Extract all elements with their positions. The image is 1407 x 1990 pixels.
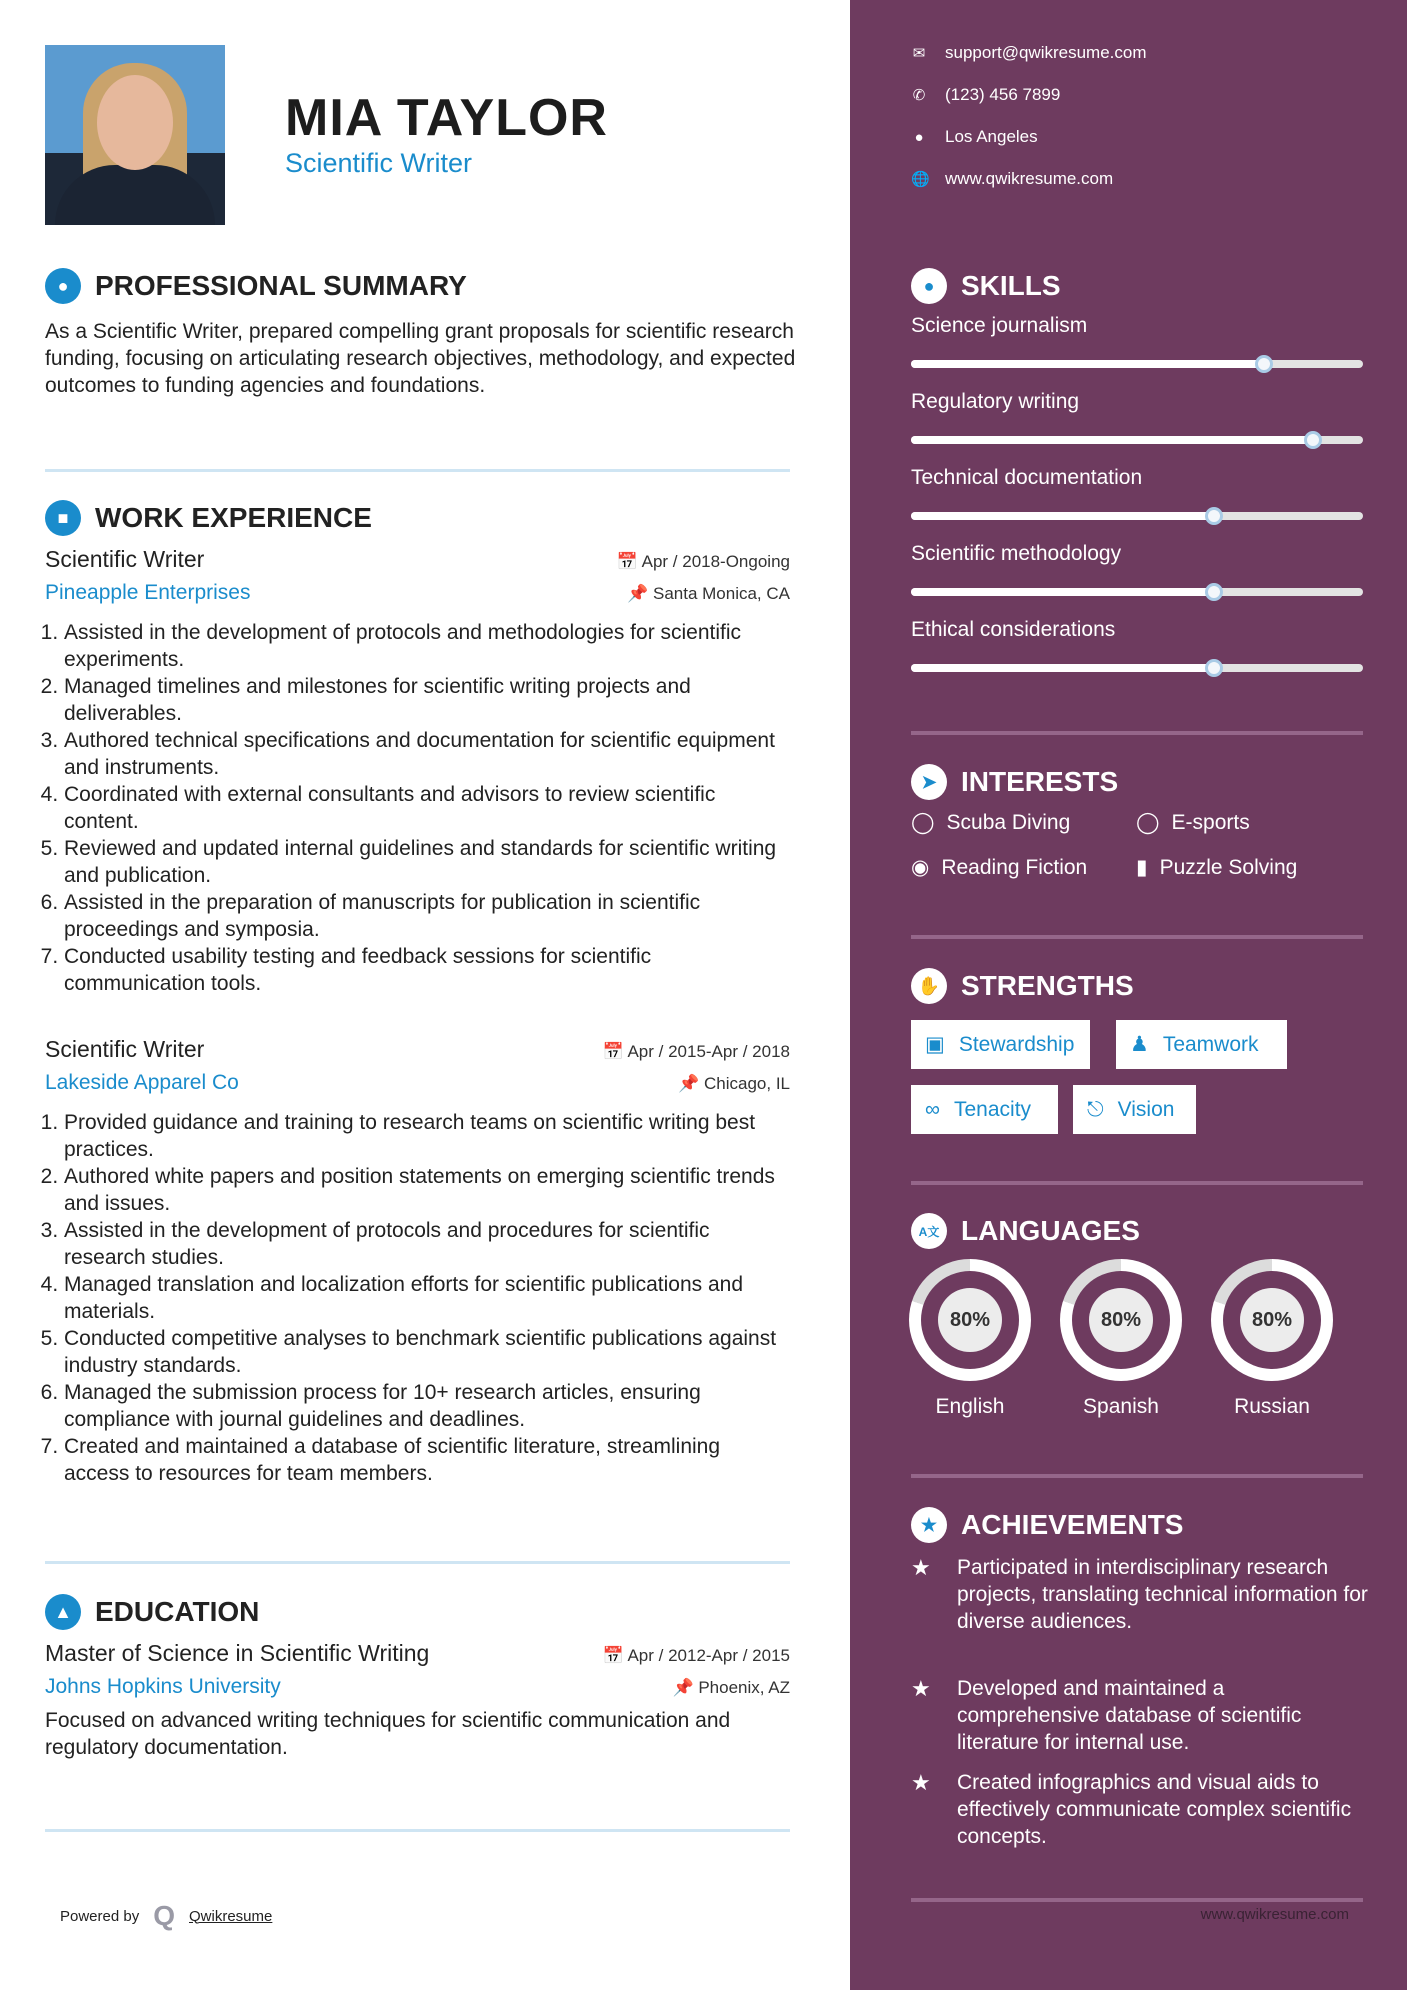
bullet-item: 2. Authored white papers and position statements on emerging scientific trends and issues. [64, 1163, 790, 1217]
section-heading: STRENGTHS [961, 970, 1134, 1001]
language-percent: 80% [938, 1288, 1002, 1352]
strength-label: Tenacity [953, 1097, 1032, 1121]
skill-item [911, 390, 1363, 444]
skill-label: Regulatory writing [911, 390, 1080, 413]
skill-fill [911, 664, 1214, 672]
lightbulb-icon: ● [911, 268, 947, 304]
envelope-icon: ✉ [912, 45, 926, 62]
bullet-item: 4. Coordinated with external consultants and advisors to review scientific content. [64, 781, 790, 835]
summary-text: As a Scientific Writer, prepared compelling grant proposals for scientific research funding, focusing on articulating research objectives, methodology, and expected outcomes to funding agencies and foundations. [45, 320, 796, 397]
language-name: Spanish [1083, 1395, 1159, 1418]
pin-icon: 📌 [678, 1074, 704, 1093]
star-icon: ★ [911, 1770, 931, 1795]
paper-plane-icon: ➤ [911, 764, 947, 800]
skill-fill [911, 436, 1313, 444]
bullet-item: 7. Conducted usability testing and feedback sessions for scientific communication tools. [64, 943, 790, 997]
company-name: Pineapple Enterprises [45, 581, 251, 604]
translate-icon: A文 [911, 1213, 947, 1249]
achievement-item [911, 1769, 1371, 1850]
strength-chip [911, 1020, 1090, 1069]
summary-section [45, 268, 805, 399]
bullet-item: 3. Assisted in the development of protocols and procedures for scientific research studies. [64, 1217, 790, 1271]
degree: Master of Science in Scientific Writing [45, 1640, 430, 1666]
skill-bar [911, 588, 1363, 596]
skill-fill [911, 512, 1214, 520]
divider [45, 1829, 790, 1832]
language-item [1060, 1259, 1182, 1419]
language-ring [909, 1259, 1031, 1381]
candidate-name: MIA TAYLOR [285, 89, 608, 147]
skill-fill [911, 360, 1264, 368]
divider [45, 469, 790, 472]
strength-chip [1073, 1085, 1196, 1134]
map-pin-icon: ● [914, 128, 924, 146]
bullet-item: 3. Authored technical specifications and documentation for scientific equipment and instruments. [64, 727, 790, 781]
section-heading: INTERESTS [961, 766, 1119, 797]
job-bullets [45, 1109, 790, 1487]
chair-icon: ■ [45, 500, 81, 536]
binoculars-icon: ⎋ [1087, 1097, 1104, 1121]
fist-icon: ✋ [911, 968, 947, 1004]
achievement-text: Created infographics and visual aids to effectively communicate complex scientific concepts. [957, 1771, 1352, 1848]
language-ring [1060, 1259, 1182, 1381]
section-heading: WORK EXPERIENCE [95, 502, 372, 533]
strength-label: Vision [1117, 1097, 1175, 1121]
bullet-item: 4. Managed translation and localization efforts for scientific publications and materials. [64, 1271, 790, 1325]
link-icon: ∞ [925, 1097, 940, 1121]
interest-label: Reading Fiction [941, 855, 1088, 879]
contact-phone [911, 85, 1060, 105]
calendar-icon: 📅 [616, 552, 642, 571]
gamepad-icon: ◉ [911, 856, 930, 879]
skill-bar [911, 436, 1363, 444]
skill-item [911, 542, 1363, 596]
qwikresume-logo-icon: Q [153, 1900, 175, 1931]
job-entry [45, 546, 790, 997]
achievement-text: Participated in interdisciplinary research projects, translating technical information for diverse audiences. [957, 1556, 1368, 1633]
interest-label: Puzzle Solving [1159, 855, 1298, 879]
achievement-item [911, 1675, 1371, 1756]
strength-chip [1116, 1020, 1287, 1069]
skill-label: Science journalism [911, 314, 1088, 337]
qwikresume-link[interactable]: Qwikresume [189, 1907, 273, 1925]
bullet-item: 5. Reviewed and updated internal guidelines and standards for scientific writing and publication. [64, 835, 790, 889]
contact-email [911, 43, 1147, 63]
job-title: Scientific Writer [45, 1036, 205, 1062]
job-title: Scientific Writer [45, 546, 205, 572]
star-badge-icon: ★ [911, 1507, 947, 1543]
website-link[interactable]: www.qwikresume.com [945, 169, 1114, 188]
skill-bar [911, 664, 1363, 672]
strength-label: Teamwork [1162, 1032, 1259, 1056]
job-bullets [45, 619, 790, 997]
interest-item [911, 855, 1087, 880]
calendar-icon: 📅 [602, 1646, 628, 1665]
calendar-icon: 📅 [602, 1042, 628, 1061]
divider [911, 731, 1363, 735]
pin-icon: 📌 [672, 1678, 699, 1697]
user-icon: ● [45, 268, 81, 304]
strength-label: Stewardship [958, 1032, 1075, 1056]
edu-location: Phoenix, AZ [698, 1678, 790, 1697]
skill-knob [1205, 659, 1223, 677]
lifebuoy-icon: ◯ [1136, 811, 1160, 834]
interest-label: E-sports [1171, 810, 1250, 834]
star-icon: ★ [911, 1676, 931, 1701]
section-heading: SKILLS [961, 270, 1061, 301]
divider [911, 1181, 1363, 1185]
footer-powered [60, 1900, 272, 1932]
education-section [45, 1594, 790, 1761]
job-location: Santa Monica, CA [652, 584, 790, 603]
job-date: Apr / 2018-Ongoing [641, 552, 790, 571]
skill-bar [911, 512, 1363, 520]
skill-label: Scientific methodology [911, 542, 1122, 565]
language-item [909, 1259, 1031, 1419]
bullet-item: 2. Managed timelines and milestones for scientific writing projects and deliverables. [64, 673, 790, 727]
bullet-item: 1. Assisted in the development of protocols and methodologies for scientific experiments. [64, 619, 790, 673]
divider [911, 935, 1363, 939]
section-heading: PROFESSIONAL SUMMARY [95, 270, 467, 301]
footer-url[interactable]: www.qwikresume.com [1200, 1906, 1349, 1923]
work-heading [45, 500, 372, 536]
job-date: Apr / 2015-Apr / 2018 [627, 1042, 790, 1061]
briefcase-icon: ▣ [925, 1033, 945, 1056]
skill-knob [1205, 507, 1223, 525]
phone-text: (123) 456 7899 [945, 85, 1061, 104]
bullet-item: 5. Conducted competitive analyses to benchmark scientific publications against industry standards. [64, 1325, 790, 1379]
phone-icon: ✆ [912, 87, 926, 104]
language-percent: 80% [1089, 1288, 1153, 1352]
language-name: English [935, 1395, 1005, 1418]
job-entry [45, 1036, 790, 1487]
achievement-text: Developed and maintained a comprehensive database of scientific literature for internal use. [957, 1677, 1302, 1754]
interest-item [1136, 855, 1297, 880]
skill-knob [1255, 355, 1273, 373]
location-text: Los Angeles [945, 127, 1038, 146]
skill-label: Technical documentation [911, 466, 1143, 489]
skill-knob [1304, 431, 1322, 449]
candidate-title: Scientific Writer [285, 148, 473, 178]
graduate-icon: ▲ [45, 1594, 81, 1630]
skill-fill [911, 588, 1214, 596]
language-item [1211, 1259, 1333, 1419]
users-icon: ♟ [1130, 1033, 1149, 1056]
book-icon: ▮ [1136, 856, 1148, 879]
interest-item [1136, 810, 1250, 835]
achievement-item [911, 1554, 1371, 1635]
contact-location [911, 127, 1038, 147]
edu-date: Apr / 2012-Apr / 2015 [627, 1646, 790, 1665]
contact-website [911, 169, 1113, 189]
divider [911, 1474, 1363, 1478]
divider [911, 1898, 1363, 1902]
section-heading: EDUCATION [95, 1596, 260, 1627]
sidebar [850, 0, 1407, 1990]
skill-label: Ethical considerations [911, 618, 1116, 641]
divider [45, 1561, 790, 1564]
school-name: Johns Hopkins University [45, 1675, 281, 1698]
bullet-item: 6. Assisted in the preparation of manuscripts for publication in scientific proceedings and symposia. [64, 889, 790, 943]
skill-item [911, 314, 1363, 368]
edu-description: Focused on advanced writing techniques for scientific communication and regulatory documentation. [45, 1709, 731, 1759]
language-name: Russian [1234, 1395, 1310, 1418]
powered-by-label: Powered by [60, 1907, 140, 1925]
bullet-item: 7. Created and maintained a database of scientific literature, streamlining access to resources for team members. [64, 1433, 790, 1487]
strength-chip [911, 1085, 1058, 1134]
lifebuoy-icon: ◯ [911, 811, 935, 834]
profile-photo [45, 45, 225, 225]
language-ring [1211, 1259, 1333, 1381]
pin-icon: 📌 [627, 584, 653, 603]
section-heading: ACHIEVEMENTS [961, 1509, 1184, 1540]
skill-item [911, 618, 1363, 672]
skill-knob [1205, 583, 1223, 601]
bullet-item: 1. Provided guidance and training to research teams on scientific writing best practices. [64, 1109, 790, 1163]
globe-icon: 🌐 [911, 171, 930, 188]
interest-label: Scuba Diving [946, 810, 1071, 834]
email-link[interactable]: support@qwikresume.com [945, 43, 1147, 62]
job-location: Chicago, IL [704, 1074, 790, 1093]
star-icon: ★ [911, 1555, 931, 1580]
skill-bar [911, 360, 1363, 368]
skill-item [911, 466, 1363, 520]
company-name: Lakeside Apparel Co [45, 1071, 239, 1094]
section-heading: LANGUAGES [961, 1215, 1140, 1246]
interest-item [911, 810, 1070, 835]
bullet-item: 6. Managed the submission process for 10+ research articles, ensuring compliance with journal guidelines and deadlines. [64, 1379, 790, 1433]
language-percent: 80% [1240, 1288, 1304, 1352]
